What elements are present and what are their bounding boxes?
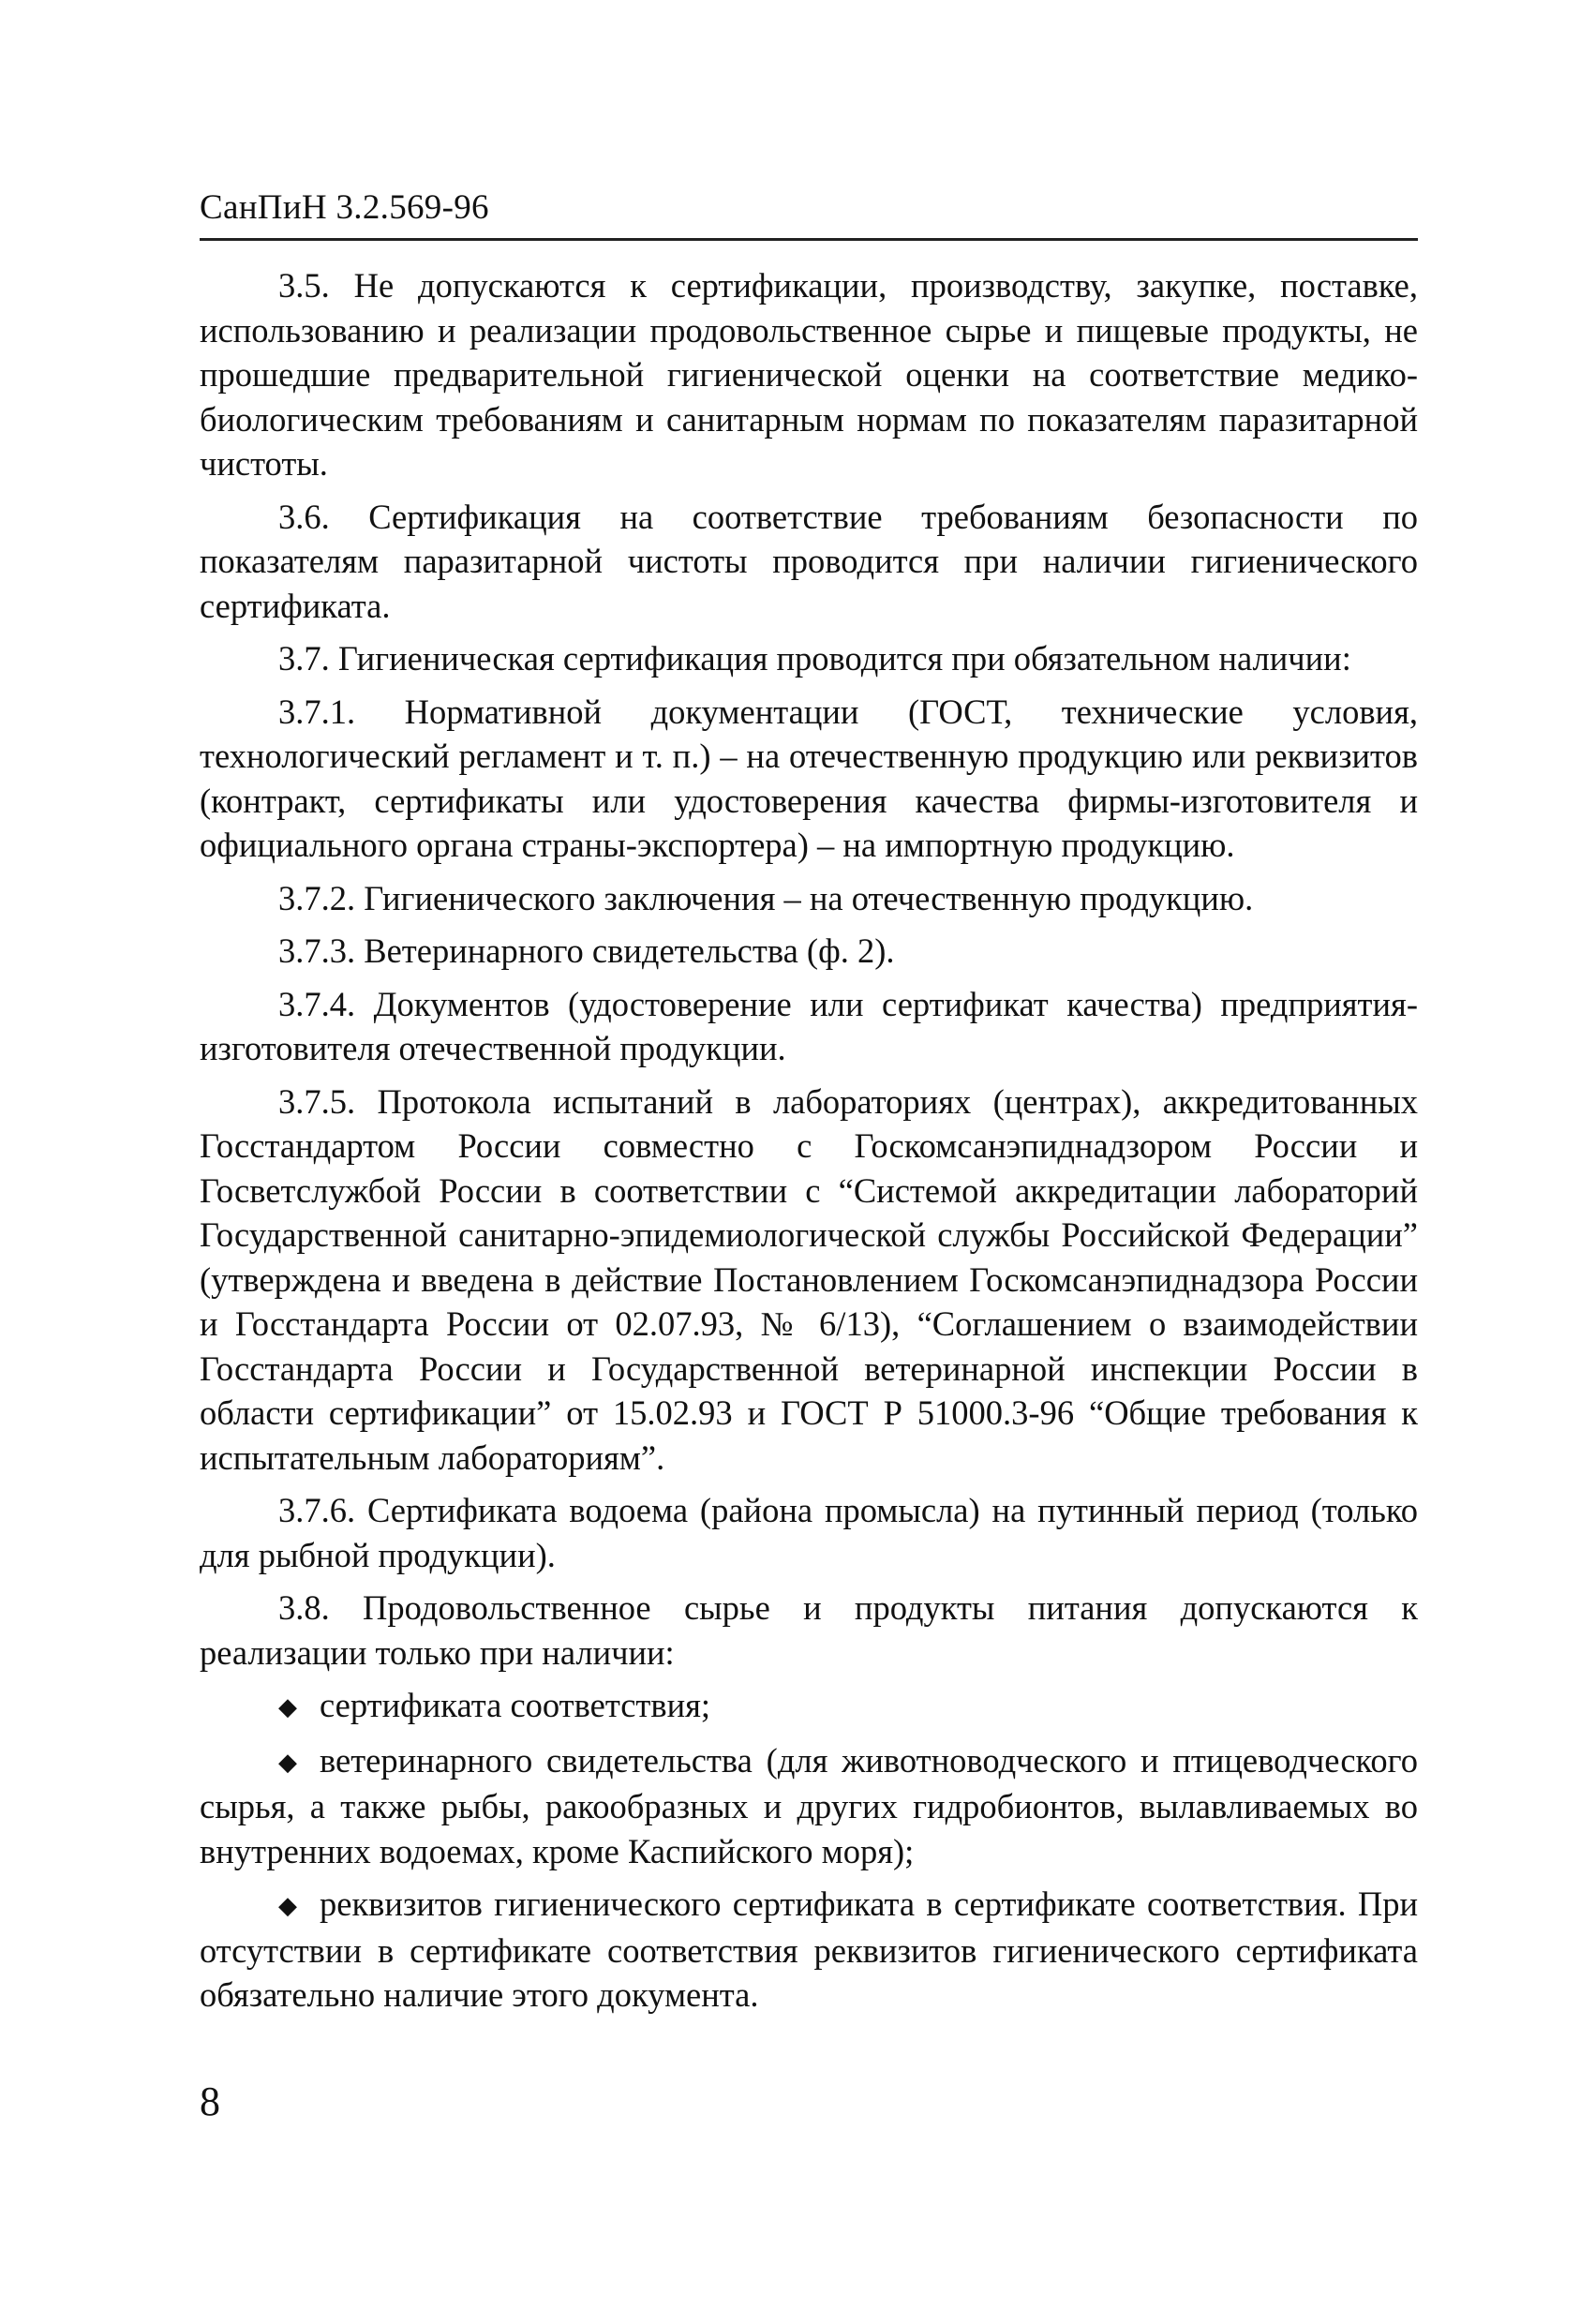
paragraph-3-7: 3.7. Гигиеническая сертификация проводится при обязательном наличии: [278,639,1351,678]
bullet-item-text: сертификата соответствия; [320,1686,711,1724]
running-header: СанПиН 3.2.569-96 [200,187,1418,241]
bullet-item [200,1738,1418,1874]
paragraph-3-7-1: 3.7.1. Нормативной документации (ГОСТ, технические условия, технологический регламент и т. п.) – на отечественную продукцию или реквизитов (контракт, сертификаты или удостоверения качества фирмы-изготовителя и официального органа страны-экспортера) – на импортную продукцию. [200,692,1418,864]
page-number: 8 [200,2078,220,2124]
bullet-item-text: ветеринарного свидетельства (для животноводческого и птицеводческого сырья, а также рыбы, ракообразных и других гидробионтов, вылавливаемых во внутренних водоемах, кроме Каспийского моря); [200,1740,1418,1870]
paragraph-3-7-4: 3.7.4. Документов (удостоверение или сертификат качества) предприятия-изготовителя отечественной продукции. [200,984,1418,1067]
paragraph-3-7-2: 3.7.2. Гигиенического заключения – на отечественную продукцию. [278,878,1254,917]
paragraph-3-7-6: 3.7.6. Сертификата водоема (района промысла) на путинный период (только для рыбной продукции). [200,1491,1418,1574]
bullet-item [200,1882,1418,2018]
bullet-item [200,1683,1418,1730]
paragraph-3-5: 3.5. Не допускаются к сертификации, производству, закупке, поставке, использованию и реализации продовольственное сырье и пищевые продукты, не прошедшие предварительной гигиенической оценки на соответствие медико-биологическим требованиям и санитарным нормам по показателям паразитарной чистоты. [200,266,1418,483]
paragraph-3-7-3: 3.7.3. Ветеринарного свидетельства (ф. 2). [278,931,895,970]
paragraph-3-8: 3.8. Продовольственное сырье и продукты питания допускаются к реализации только при наличии: [200,1588,1418,1672]
paragraph-3-7-5: 3.7.5. Протокола испытаний в лабораториях (центрах), аккредитованных Госстандартом России совместно с Госкомсанэпиднадзором России и Госветслужбой России в соответствии с “Системой аккредитации лабораторий Государственной санитарно-эпидемиологической службы Российской Федерации” (утверждена и введена в действие Постановлением Госкомсанэпиднадзора России и Госстандарта России от 02.07.93, № 6/13), “Соглашением о взаимодействии Госстандарта России и Государственной ветеринарной инспекции России в области сертификации” от 15.02.93 и ГОСТ Р 51000.3-96 “Общие требования к испытательным лабораториям”. [200,1081,1418,1477]
diamond-bullet-icon: ◆ [278,1748,297,1776]
diamond-bullet-icon: ◆ [278,1693,297,1721]
diamond-bullet-icon: ◆ [278,1892,297,1919]
paragraph-3-6: 3.6. Сертификация на соответствие требованиям безопасности по показателям паразитарной чистоты проводится при наличии гигиенического сертификата. [200,497,1418,625]
document-page [200,187,1418,2026]
document-body [200,263,1418,2018]
bullet-item-text: реквизитов гигиенического сертификата в сертификате соответствия. При отсутствии в сертификате соответствия реквизитов гигиенического сертификата обязательно наличие этого документа. [200,1885,1418,2014]
